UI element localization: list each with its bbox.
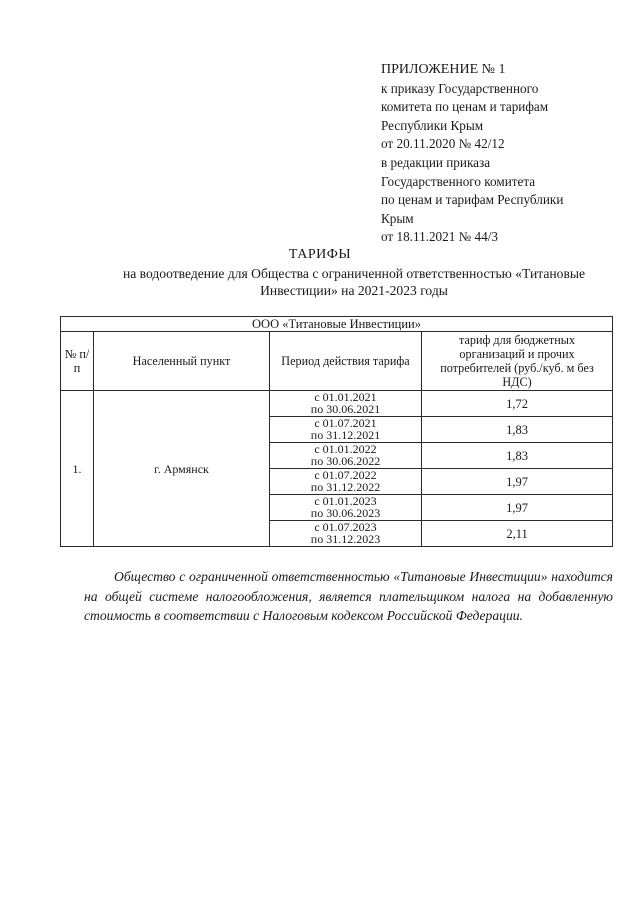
tariff-value: 1,97 <box>422 495 613 521</box>
period-cell <box>270 495 422 521</box>
period-cell <box>270 391 422 417</box>
period-from: с 01.07.2022 <box>314 468 377 482</box>
document-title: ТАРИФЫ <box>288 247 352 262</box>
appendix-line: Государственного комитета <box>381 173 536 189</box>
period-from: с 01.01.2023 <box>314 494 377 508</box>
period-to: по 30.06.2021 <box>310 401 381 416</box>
period-from: с 01.01.2021 <box>314 390 377 404</box>
document-subtitle: на водоотведение для Общества с ограниченной ответственностью «Титановые Инвестиции» на 2021-2023 годы <box>122 266 586 298</box>
appendix-line: в редакции приказа <box>381 154 491 170</box>
organization-name: ООО «Титановые Инвестиции» <box>61 317 613 332</box>
appendix-line: от 20.11.2020 № 42/12 <box>381 136 505 152</box>
period-to: по 30.06.2023 <box>310 505 381 520</box>
period-cell <box>270 469 422 495</box>
period-cell <box>270 521 422 547</box>
period-to: по 30.06.2022 <box>310 453 381 468</box>
header-locality: Населенный пункт <box>94 332 270 391</box>
appendix-line: Крым <box>381 210 414 226</box>
period-to: по 31.12.2023 <box>310 531 381 546</box>
period-from: с 01.07.2021 <box>314 416 377 430</box>
appendix-line: комитета по ценам и тарифам <box>381 99 549 115</box>
appendix-line: по ценам и тарифам Республики <box>381 192 564 208</box>
tariff-value: 2,11 <box>422 521 613 547</box>
appendix-header <box>381 61 631 247</box>
row-number: 1. <box>61 391 94 547</box>
header-number: № п/п <box>61 332 94 391</box>
appendix-line: Республики Крым <box>381 117 484 133</box>
tax-note: Общество с ограниченной ответственностью «Титановые Инвестиции» находится на общей системе налогообложения, является плательщиком налога на добавленную стоимость в соответствии с Налоговым кодексом Российской Федерации. <box>84 569 613 623</box>
appendix-line: ПРИЛОЖЕНИЕ № 1 <box>381 62 506 77</box>
tariff-table <box>60 316 613 547</box>
table-header-row <box>61 332 613 391</box>
tariff-value: 1,72 <box>422 391 613 417</box>
table-row <box>61 391 613 417</box>
tariff-value: 1,83 <box>422 443 613 469</box>
locality-name: г. Армянск <box>94 391 270 547</box>
appendix-line: от 18.11.2021 № 44/3 <box>381 229 498 245</box>
tariff-value: 1,83 <box>422 417 613 443</box>
period-to: по 31.12.2021 <box>310 427 381 442</box>
period-cell <box>270 417 422 443</box>
period-cell <box>270 443 422 469</box>
organization-row <box>61 317 613 332</box>
header-period: Период действия тарифа <box>270 332 422 391</box>
appendix-line: к приказу Государственного <box>381 80 539 96</box>
header-tariff: тариф для бюджетных организаций и прочих потребителей (руб./куб. м без НДС) <box>422 332 613 391</box>
period-from: с 01.07.2023 <box>314 520 377 534</box>
tariff-value: 1,97 <box>422 469 613 495</box>
period-from: с 01.01.2022 <box>314 442 377 456</box>
period-to: по 31.12.2022 <box>310 479 381 494</box>
